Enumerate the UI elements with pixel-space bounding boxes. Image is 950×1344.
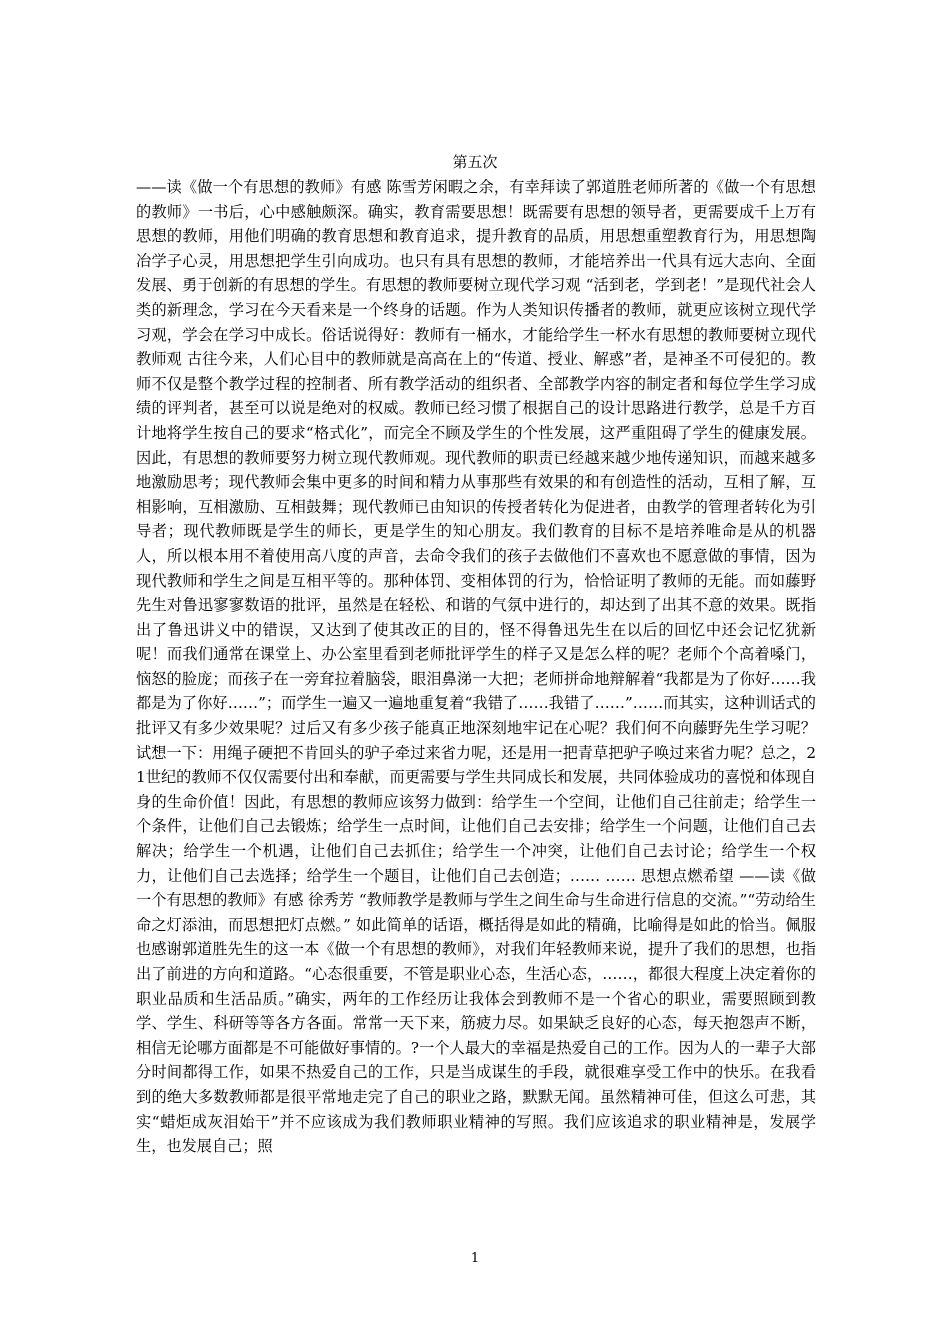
document-title: 第五次 [452, 153, 498, 171]
page-number: 1 [470, 1251, 480, 1266]
document-body-paragraph: ——读《做一个有思想的教师》有感 陈雪芳闲暇之余，有幸拜读了郭道胜老师所著的《做一个有思想的教师》一书后，心中感触颇深。确实，教育需要思想！既需要有思想的领导者，更需要成千上万有思想的教师，用他们明确的教育思想和教育追求，提升教育的品质，用思想重塑教育行为，用思想陶冶学子心灵，用思想把学生引向成功。也只有具有思想的教师，才能培养出一代具有远大志向、全面发展、勇于创新的有思想的学生。有思想的教师要树立现代学习观 “活到老，学到老！”是现代社会人类的新理念，学习在今天看来是一个终身的话题。作为人类知识传播者的教师，就更应该树立现代学习观，学会在学习中成长。俗话说得好：教师有一桶水，才能给学生一杯水有思想的教师要树立现代教师观 古往今来，人们心目中的教师就是高高在上的“传道、授业、解惑”者，是神圣不可侵犯的。教师不仅是整个教学过程的控制者、所有教学活动的组织者、全部教学内容的制定者和每位学生学习成绩的评判者，甚至可以说是绝对的权威。教师已经习惯了根据自己的设计思路进行教学，总是千方百计地将学生按自己的要求“格式化”，而完全不顾及学生的个性发展，这严重阻碍了学生的健康发展。因此，有思想的教师要努力树立现代教师观。现代教师的职责已经越来越少地传递知识，而越来越多地激励思考；现代教师会集中更多的时间和精力从事那些有效果的和有创造性的活动，互相了解，互相影响，互相激励、互相鼓舞；现代教师已由知识的传授者转化为促进者，由教学的管理者转化为引导者；现代教师既是学生的师长，更是学生的知心朋友。我们教育的目标不是培养唯命是从的机器人，所以根本用不着使用高八度的声音，去命令我们的孩子去做他们不喜欢也不愿意做的事情，因为现代教师和学生之间是互相平等的。那种体罚、变相体罚的行为，恰恰证明了教师的无能。而如藤野先生对鲁迅寥寥数语的批评，虽然是在轻松、和谐的气氛中进行的，却达到了出其不意的效果。既指出了鲁迅讲义中的错误，又达到了使其改正的目的，怪不得鲁迅先生在以后的回忆中还会记忆犹新呢！而我们通常在课堂上、办公室里看到老师批评学生的样子又是怎么样的呢？老师个个高着嗓门，恼怒的脸庞；而孩子在一旁耷拉着脑袋，眼泪鼻涕一大把；老师拼命地辩解着“我都是为了你好……我都是为了你好……”；而学生一遍又一遍地重复着“我错了……我错了……”……而其实，这种训话式的批评又有多少效果呢？过后又有多少孩子能真正地深刻地牢记在心呢？我们何不向藤野先生学习呢？试想一下：用绳子硬把不肯回头的驴子牵过来省力呢，还是用一把青草把驴子唤过来省力呢？总之，21世纪的教师不仅仅需要付出和奉献，而更需要与学生共同成长和发展，共同体验成功的喜悦和体现自身的生命价值！因此，有思想的教师应该努力做到：给学生一个空间，让他们自己往前走；给学生一个条件，让他们自己去锻炼；给学生一点时间，让他们自己去安排；给学生一个问题，让他们自己去解决；给学生一个机遇，让他们自己去抓住；给学生一个冲突，让他们自己去讨论；给学生一个权力，让他们自己去选择；给学生一个题目，让他们自己去创造；…… …… 思想点燃希望 ——读《做一个有思想的教师》有感 徐秀芳 “教师教学是教师与学生之间生命与生命进行信息的交流。”“劳动给生命之灯添油，而思想把灯点燃。” 如此简单的话语，概括得是如此的精确，比喻得是如此的恰当。佩服也感谢郭道胜先生的这一本《做一个有思想的教师》，对我们年轻教师来说，提升了我们的思想，也指出了前进的方向和道路。“心态很重要，不管是职业心态，生活心态，……，都很大程度上决定着你的职业品质和生活品质。”确实，两年的工作经历让我体会到教师不是一个省心的职业，需要照顾到教学、学生、科研等等各方各面。常常一天下来，筋疲力尽。如果缺乏良好的心态，每天抱怨声不断，相信无论哪方面都是不可能做好事情的。?一个人最大的幸福是热爱自己的工作。因为人的一辈子大部分时间都得工作，如果不热爱自己的工作，只是当成谋生的手段，就很难享受工作中的快乐。在我看到的绝大多数教师都是很平常地走完了自己的职业之路，默默无闻。虽然精神可佳，但这么可悲，其实“蜡炬成灰泪始干”并不应该成为我们教师职业精神的写照。我们应该追求的职业精神是，发展学生，也发展自己；照 [136, 178, 816, 1156]
